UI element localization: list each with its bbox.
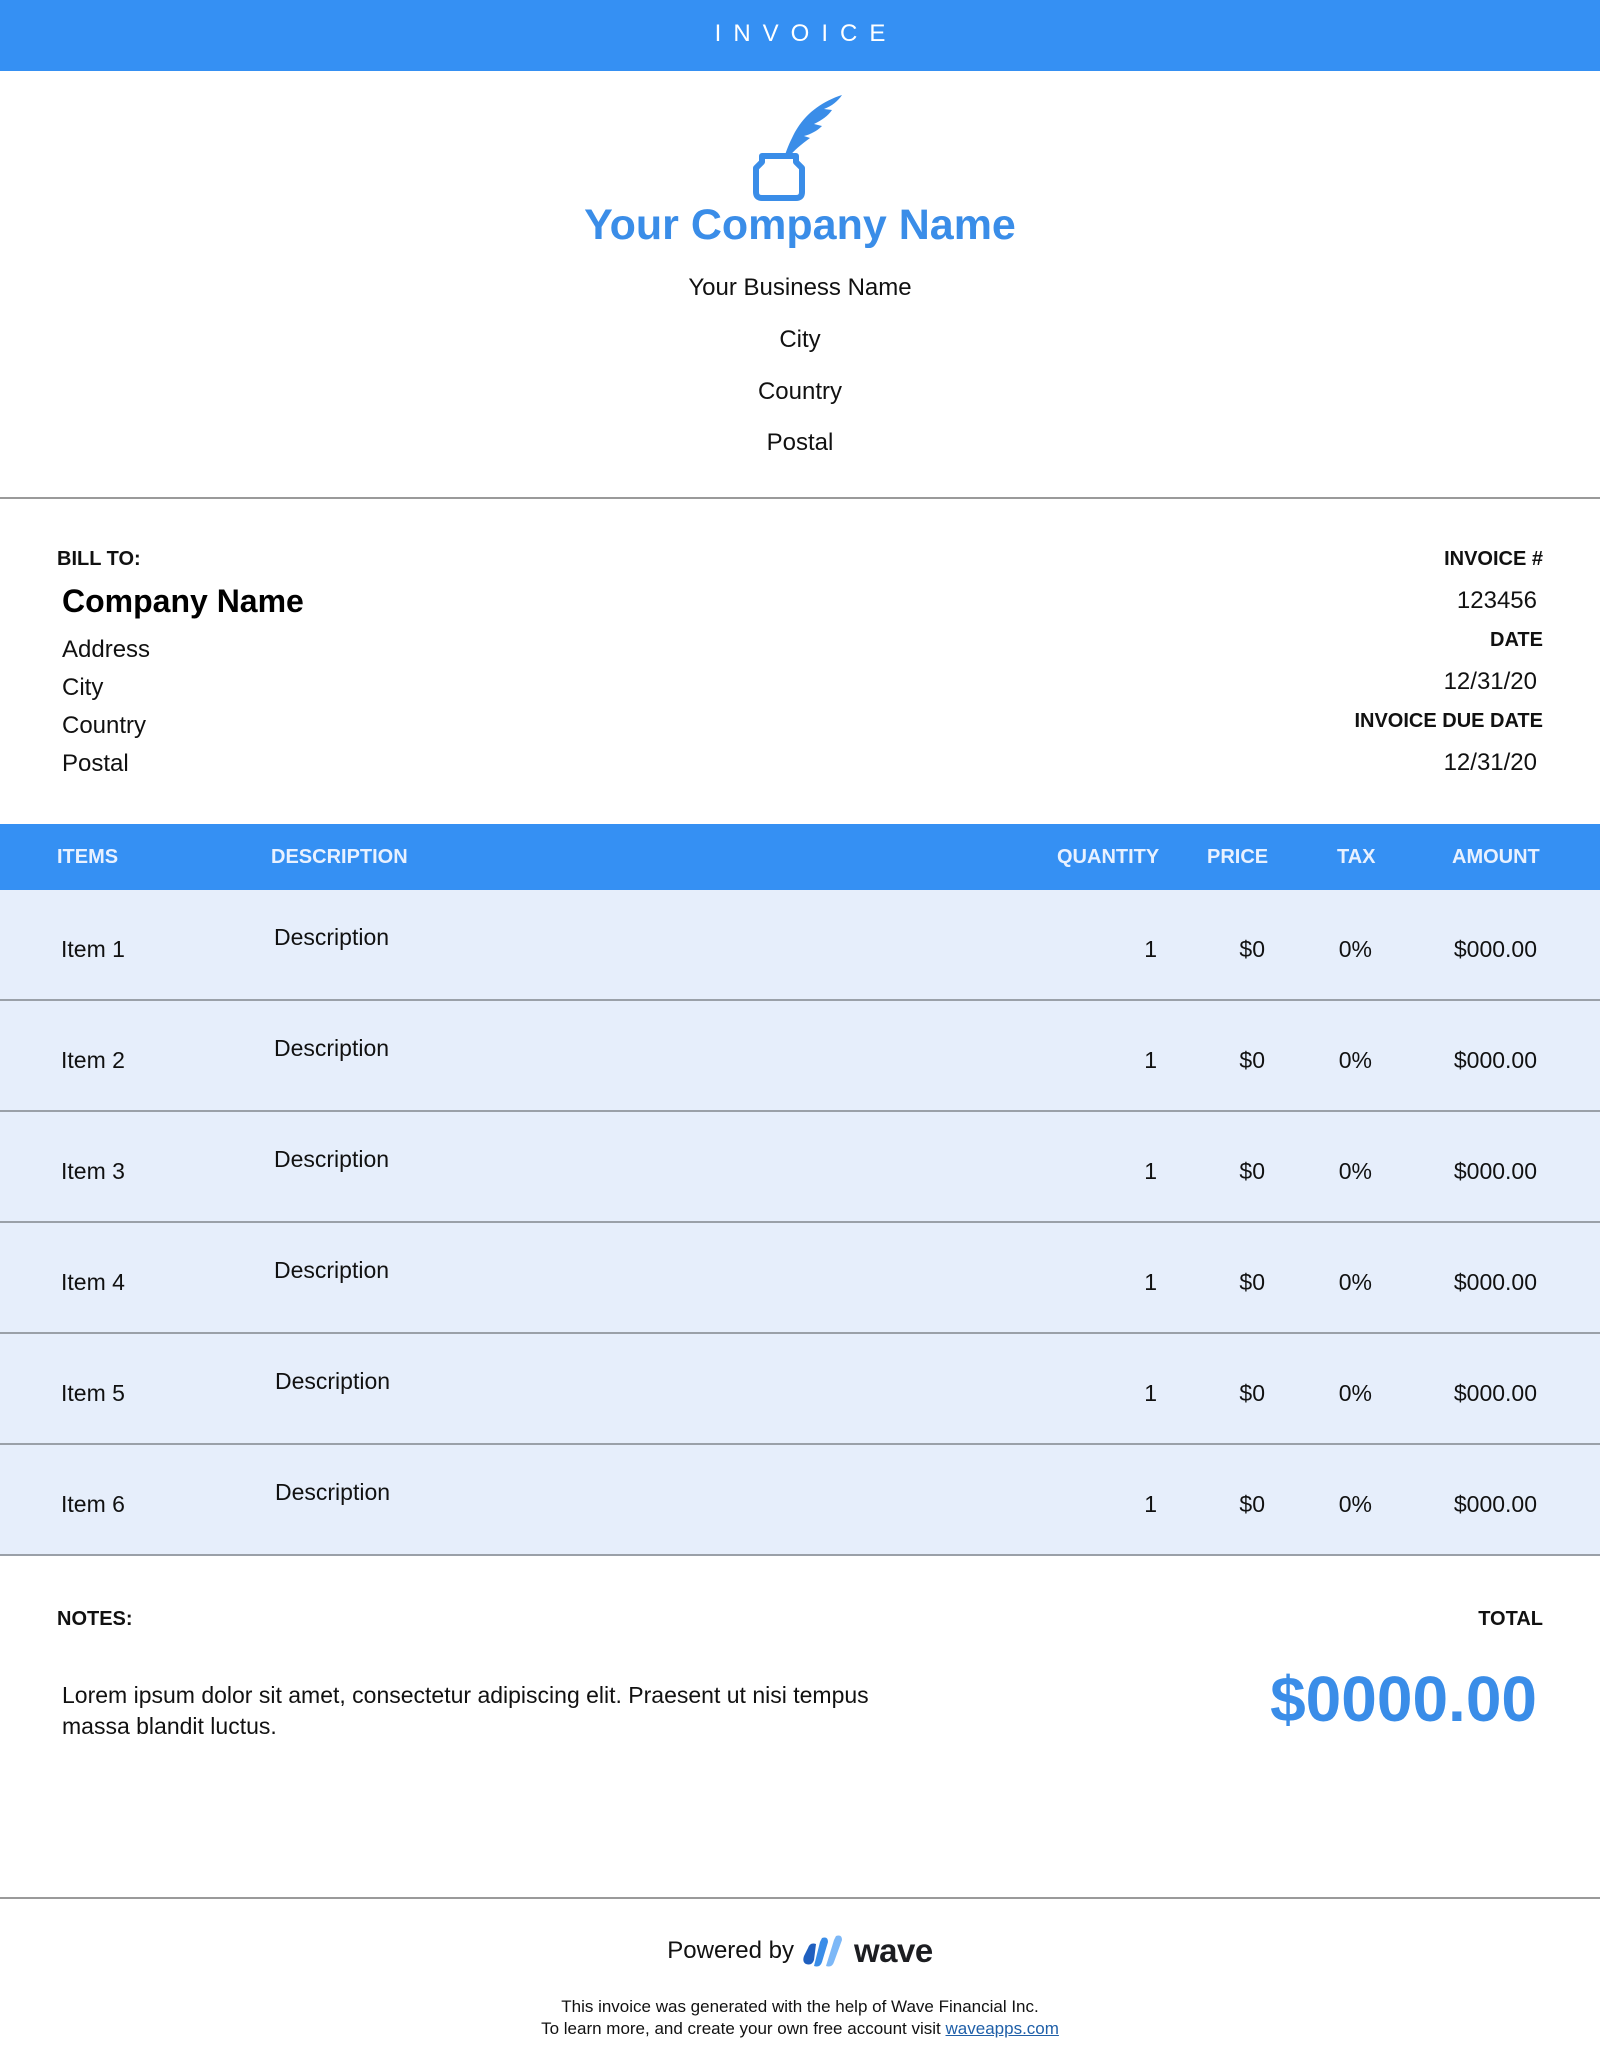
footer-divider [0,1897,1600,1899]
date-label: DATE [1490,629,1543,651]
item-description: Description [274,924,390,950]
notes-label: NOTES: [57,1608,133,1630]
powered-by [0,1932,1600,1970]
footer-line-2 [0,2019,1600,2039]
item-quantity: 1 [1144,1269,1157,1295]
item-name: Item 5 [61,1380,125,1406]
due-date-label: INVOICE DUE DATE [1354,710,1543,732]
bill-to-city: City [62,674,104,701]
item-tax: 0% [1338,1491,1372,1517]
item-name: Item 3 [61,1158,125,1184]
column-tax: TAX [1337,846,1376,868]
table-row [0,1334,1600,1445]
invoice-number-label: INVOICE # [1444,548,1543,570]
bill-to-address: Address [62,636,151,663]
table-row [0,1112,1600,1223]
company-postal: Postal [766,429,834,456]
header-divider [0,497,1600,499]
notes-text: Lorem ipsum dolor sit amet, consectetur adipiscing elit. Praesent ut nisi tempus massa blandit luctus. [62,1682,869,1739]
item-price: $0 [1239,1269,1265,1295]
item-amount: $000.00 [1453,1491,1537,1517]
item-description: Description [274,1257,390,1283]
bill-to-company-name: Company Name [62,583,304,619]
waveapps-link[interactable]: waveapps.com [945,2019,1059,2038]
item-amount: $000.00 [1453,936,1537,962]
total-amount: $0000.00 [1270,1663,1537,1735]
business-name: Your Business Name [688,274,912,301]
bill-to-postal: Postal [62,750,129,777]
item-price: $0 [1239,1380,1265,1406]
column-quantity: QUANTITY [1057,846,1160,868]
column-items: ITEMS [57,846,119,868]
table-row [0,1445,1600,1556]
item-tax: 0% [1338,1269,1372,1295]
item-description: Description [275,1368,391,1394]
table-row [0,890,1600,1001]
quill-inkwell-icon [750,92,850,204]
item-amount: $000.00 [1453,1380,1537,1406]
item-quantity: 1 [1144,1380,1157,1406]
invoice-due-date: 12/31/20 [1443,749,1537,776]
item-name: Item 2 [61,1047,125,1073]
item-quantity: 1 [1144,1491,1157,1517]
table-row [0,1223,1600,1334]
item-tax: 0% [1338,936,1372,962]
item-amount: $000.00 [1453,1158,1537,1184]
wave-logo-icon [802,1934,846,1968]
column-amount: AMOUNT [1452,846,1540,868]
item-name: Item 4 [61,1269,125,1295]
item-tax: 0% [1338,1380,1372,1406]
footer-line-1: This invoice was generated with the help of Wave Financial Inc. [561,1997,1039,2016]
item-description: Description [274,1035,390,1061]
company-name: Your Company Name [584,201,1016,249]
item-description: Description [274,1146,390,1172]
item-price: $0 [1239,936,1265,962]
company-country: Country [757,378,843,405]
item-quantity: 1 [1144,936,1157,962]
item-name: Item 6 [61,1491,125,1517]
item-price: $0 [1239,1491,1265,1517]
bill-to-label: BILL TO: [57,548,141,570]
item-price: $0 [1239,1047,1265,1073]
invoice-date: 12/31/20 [1443,668,1537,695]
column-price: PRICE [1207,846,1269,868]
items-table-header [0,824,1600,890]
item-quantity: 1 [1144,1158,1157,1184]
total-label: TOTAL [1478,1608,1543,1630]
item-tax: 0% [1338,1047,1372,1073]
footer-line-2-text: To learn more, and create your own free account visit [541,2019,941,2038]
item-tax: 0% [1338,1158,1372,1184]
invoice-number: 123456 [1456,587,1537,614]
table-row [0,1001,1600,1112]
item-amount: $000.00 [1453,1269,1537,1295]
column-description: DESCRIPTION [271,846,408,868]
company-city: City [779,326,821,353]
powered-by-text: Powered by [667,1937,794,1964]
bill-to-country: Country [62,712,147,739]
item-amount: $000.00 [1453,1047,1537,1073]
item-name: Item 1 [61,936,125,962]
invoice-header-bar [0,0,1600,71]
invoice-title: INVOICE [714,20,898,47]
wave-brand: wave [854,1932,933,1969]
item-quantity: 1 [1144,1047,1157,1073]
item-description: Description [275,1479,391,1505]
item-price: $0 [1239,1158,1265,1184]
